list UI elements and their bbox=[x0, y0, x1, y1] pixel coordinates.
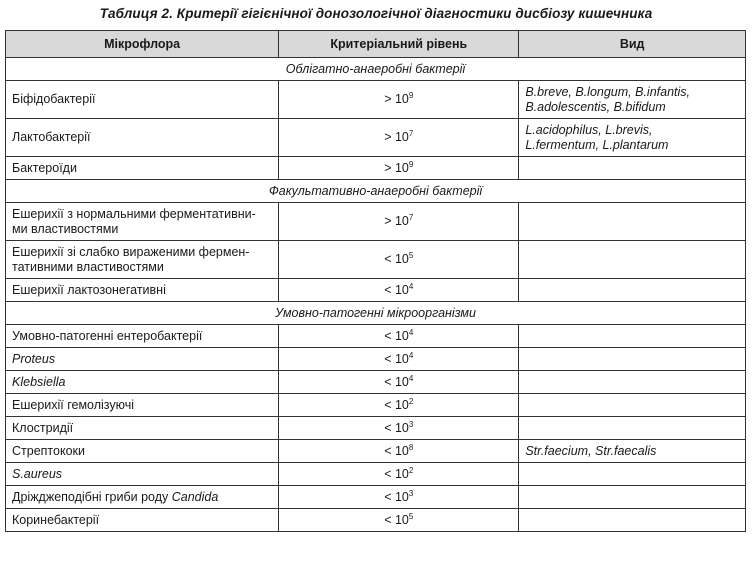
level-sign: < bbox=[384, 397, 392, 412]
level-cell bbox=[279, 203, 519, 241]
species-cell bbox=[519, 509, 746, 532]
level-sign: > bbox=[384, 160, 392, 175]
level-exponent: 2 bbox=[408, 465, 414, 475]
species-cell bbox=[519, 241, 746, 279]
microflora-name: Стрептококи bbox=[12, 443, 85, 458]
level-exponent: 4 bbox=[408, 281, 414, 291]
level-sign: < bbox=[384, 512, 392, 527]
microflora-cell bbox=[6, 394, 279, 417]
level-exponent: 3 bbox=[408, 488, 414, 498]
species-text: Str.faecium, Str.faecalis bbox=[525, 443, 657, 458]
section-row bbox=[6, 180, 746, 203]
species-cell bbox=[519, 394, 746, 417]
table-row bbox=[6, 463, 746, 486]
level-base: 10 bbox=[394, 489, 409, 504]
level-exponent: 9 bbox=[408, 159, 414, 169]
microflora-cell bbox=[6, 371, 279, 394]
microflora-cell bbox=[6, 119, 279, 157]
header-species: Вид bbox=[519, 31, 746, 58]
header-microflora: Мікрофлора bbox=[6, 31, 279, 58]
species-cell bbox=[519, 279, 746, 302]
species-cell bbox=[519, 203, 746, 241]
section-title: Умовно-патогенні мікроорганізми bbox=[6, 302, 746, 325]
level-cell bbox=[279, 440, 519, 463]
table-row bbox=[6, 279, 746, 302]
microflora-cell bbox=[6, 463, 279, 486]
level-exponent: 9 bbox=[408, 90, 414, 100]
level-base: 10 bbox=[394, 397, 409, 412]
microflora-cell bbox=[6, 81, 279, 119]
level-cell bbox=[279, 463, 519, 486]
level-cell bbox=[279, 279, 519, 302]
microflora-name-line: тативними властивостями bbox=[12, 259, 164, 274]
microflora-name-italic: Candida bbox=[171, 489, 219, 504]
microflora-cell bbox=[6, 348, 279, 371]
section-row bbox=[6, 58, 746, 81]
level-cell bbox=[279, 509, 519, 532]
species-cell bbox=[519, 348, 746, 371]
level-exponent: 7 bbox=[408, 212, 414, 222]
microflora-name: S.aureus bbox=[12, 466, 63, 481]
level-exponent: 4 bbox=[408, 373, 414, 383]
level-cell bbox=[279, 325, 519, 348]
table-row bbox=[6, 241, 746, 279]
table-row bbox=[6, 486, 746, 509]
level-sign: < bbox=[384, 282, 392, 297]
level-sign: < bbox=[384, 443, 392, 458]
level-base: 10 bbox=[394, 420, 409, 435]
criteria-table bbox=[5, 30, 746, 532]
microflora-name: Коринебактерії bbox=[12, 512, 100, 527]
level-sign: > bbox=[384, 92, 392, 106]
table-row bbox=[6, 325, 746, 348]
level-sign: < bbox=[384, 420, 392, 435]
microflora-cell bbox=[6, 417, 279, 440]
level-base: 10 bbox=[394, 160, 409, 175]
level-cell bbox=[279, 81, 519, 119]
microflora-cell bbox=[6, 279, 279, 302]
microflora-name: Умовно-патогенні ентеробактерії bbox=[12, 328, 203, 343]
level-exponent: 8 bbox=[408, 442, 414, 452]
level-cell bbox=[279, 241, 519, 279]
species-line: B.adolescentis, B.bifidum bbox=[525, 99, 666, 114]
microflora-name-line: Ешерихії зі слабко вираженими фермен- bbox=[12, 244, 250, 259]
microflora-cell bbox=[6, 440, 279, 463]
species-line: B.breve, B.longum, B.infantis, bbox=[525, 84, 690, 99]
header-row bbox=[6, 31, 746, 58]
level-exponent: 5 bbox=[408, 250, 414, 260]
table-row bbox=[6, 81, 746, 119]
level-base: 10 bbox=[394, 443, 409, 458]
level-sign: > bbox=[384, 130, 392, 144]
level-cell bbox=[279, 371, 519, 394]
species-cell bbox=[519, 157, 746, 180]
species-line: L.acidophilus, L.brevis, bbox=[525, 122, 653, 137]
section-row bbox=[6, 302, 746, 325]
level-sign: < bbox=[384, 351, 392, 366]
microflora-name-plain: Дріжджеподібні гриби роду bbox=[12, 489, 172, 504]
species-cell bbox=[519, 371, 746, 394]
microflora-name: Ешерихії гемолізуючі bbox=[12, 397, 135, 412]
microflora-cell bbox=[6, 486, 279, 509]
level-base: 10 bbox=[394, 252, 409, 266]
section-title: Факультативно-анаеробні бактерії bbox=[6, 180, 746, 203]
level-base: 10 bbox=[394, 92, 409, 106]
species-line: L.fermentum, L.plantarum bbox=[525, 137, 669, 152]
species-cell bbox=[519, 81, 746, 119]
microflora-name: Proteus bbox=[12, 351, 56, 366]
table-caption: Таблиця 2. Критерії гігієнічної донозологічної діагностики дисбіозу кишечника bbox=[99, 6, 653, 21]
header-level: Критеріальний рівень bbox=[279, 31, 519, 58]
level-sign: > bbox=[384, 214, 392, 228]
table-row bbox=[6, 119, 746, 157]
level-exponent: 3 bbox=[408, 419, 414, 429]
microflora-name: Клостридії bbox=[12, 420, 74, 435]
level-cell bbox=[279, 348, 519, 371]
microflora-name: Біфідобактерії bbox=[12, 92, 96, 106]
microflora-cell bbox=[6, 509, 279, 532]
microflora-cell bbox=[6, 325, 279, 348]
level-base: 10 bbox=[394, 466, 409, 481]
species-cell bbox=[519, 119, 746, 157]
level-base: 10 bbox=[394, 374, 409, 389]
species-cell bbox=[519, 486, 746, 509]
species-cell bbox=[519, 325, 746, 348]
level-cell bbox=[279, 417, 519, 440]
level-cell bbox=[279, 119, 519, 157]
level-base: 10 bbox=[394, 351, 409, 366]
table-row bbox=[6, 417, 746, 440]
level-base: 10 bbox=[394, 214, 409, 228]
table-row bbox=[6, 203, 746, 241]
table-row bbox=[6, 394, 746, 417]
section-title: Облігатно-анаеробні бактерії bbox=[6, 58, 746, 81]
level-exponent: 4 bbox=[408, 327, 414, 337]
species-cell bbox=[519, 417, 746, 440]
microflora-cell bbox=[6, 203, 279, 241]
level-exponent: 4 bbox=[408, 350, 414, 360]
species-cell bbox=[519, 463, 746, 486]
table-row bbox=[6, 440, 746, 463]
table-row bbox=[6, 157, 746, 180]
microflora-name: Ешерихії лактозонегативні bbox=[12, 282, 166, 297]
microflora-name-line: Ешерихії з нормальними ферментативни- bbox=[12, 206, 256, 221]
level-base: 10 bbox=[394, 130, 409, 144]
table-row bbox=[6, 371, 746, 394]
level-sign: < bbox=[384, 489, 392, 504]
species-cell bbox=[519, 440, 746, 463]
microflora-name: Бактероїди bbox=[12, 160, 77, 175]
level-cell bbox=[279, 157, 519, 180]
table-row bbox=[6, 348, 746, 371]
table-row bbox=[6, 509, 746, 532]
microflora-name-line: ми властивостями bbox=[12, 221, 119, 236]
level-sign: < bbox=[384, 466, 392, 481]
level-cell bbox=[279, 486, 519, 509]
level-sign: < bbox=[384, 252, 392, 266]
level-sign: < bbox=[384, 374, 392, 389]
level-exponent: 2 bbox=[408, 396, 414, 406]
microflora-cell bbox=[6, 157, 279, 180]
microflora-name: Klebsiella bbox=[12, 374, 66, 389]
level-cell bbox=[279, 394, 519, 417]
level-exponent: 7 bbox=[408, 128, 414, 138]
level-base: 10 bbox=[394, 512, 409, 527]
microflora-name: Лактобактерії bbox=[12, 130, 91, 144]
level-base: 10 bbox=[394, 328, 409, 343]
level-sign: < bbox=[384, 328, 392, 343]
level-base: 10 bbox=[394, 282, 409, 297]
level-exponent: 5 bbox=[408, 511, 414, 521]
microflora-cell bbox=[6, 241, 279, 279]
